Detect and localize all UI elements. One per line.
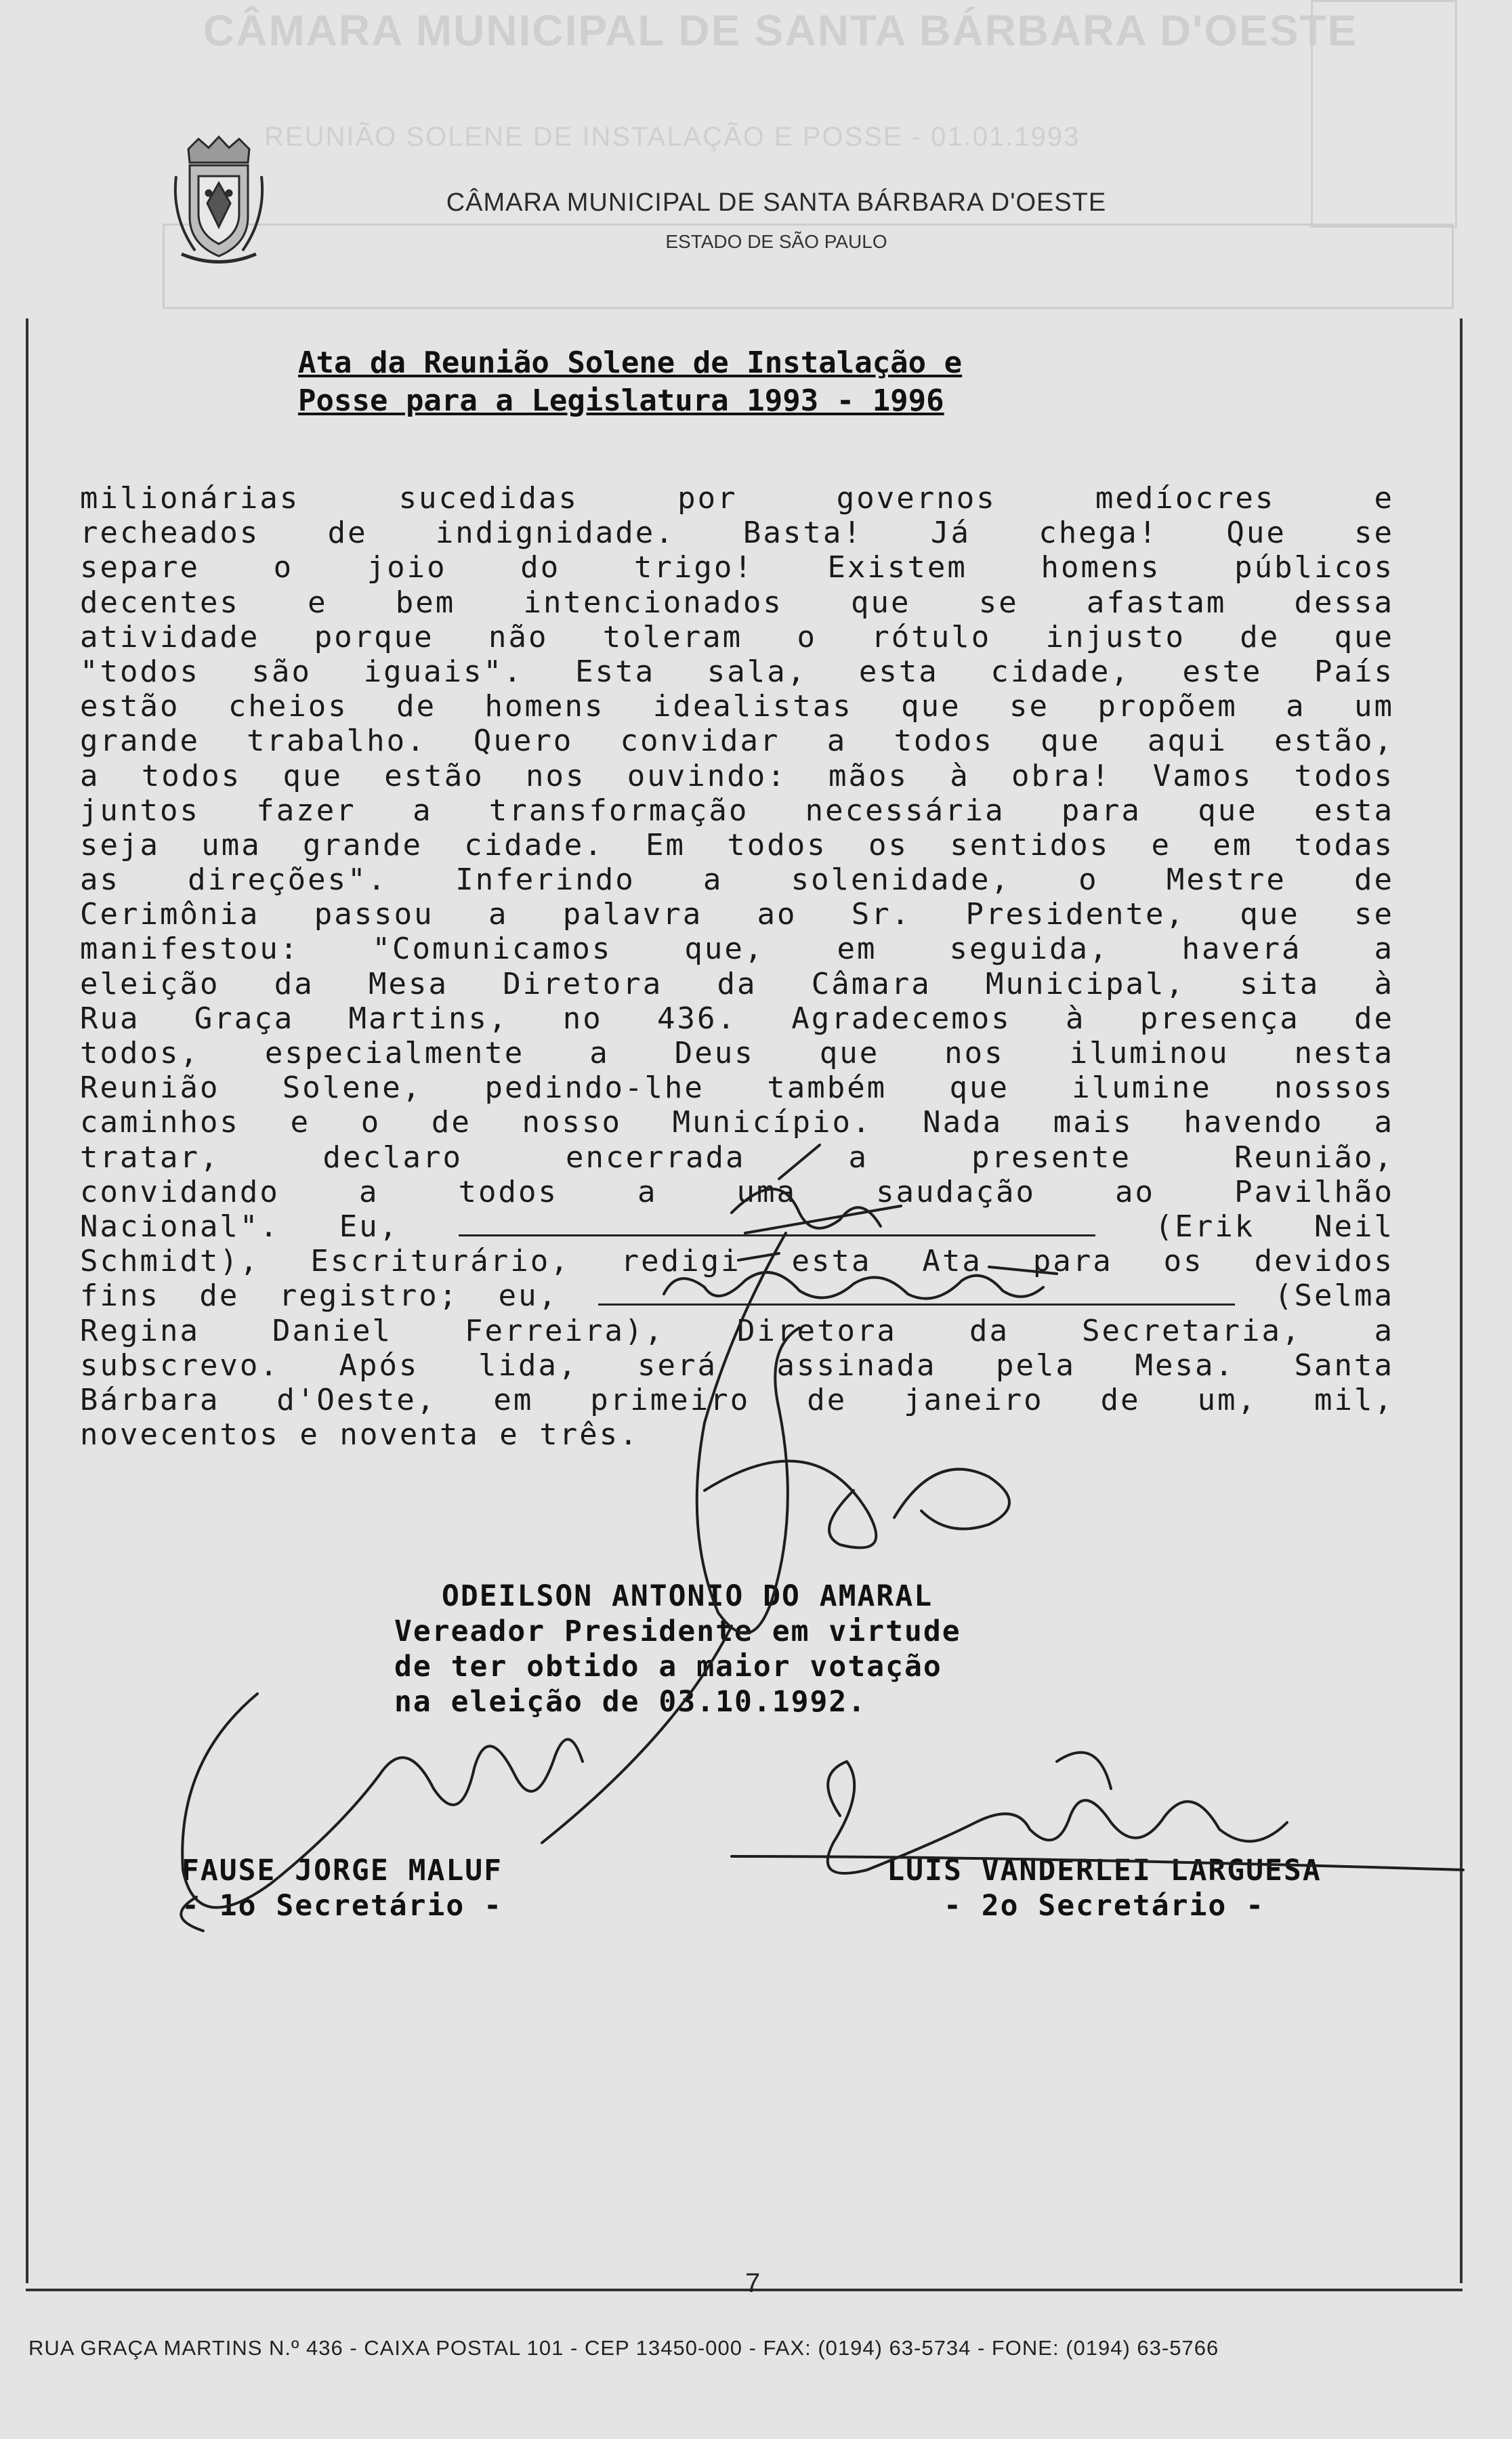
left-border <box>26 318 28 2283</box>
body-line: "todos são iguais". Esta sala, esta cidade, este País <box>80 654 1394 689</box>
body-line: decentes e bem intencionados que se afastam dessa <box>80 585 1394 620</box>
body-line: atividade porque não toleram o rótulo injusto de que <box>80 619 1394 654</box>
second-secretary-role: - 2o Secretário - <box>943 1889 1265 1923</box>
president-signature-block <box>394 1579 961 1719</box>
first-secretary-role: - 1o Secretário - <box>181 1889 503 1923</box>
body-line: Regina Daniel Ferreira), Diretora da Secretaria, a <box>80 1313 1394 1348</box>
body-line: Cerimônia passou a palavra ao Sr. Presidente, que se <box>80 897 1394 932</box>
body-line: juntos fazer a transformação necessária para que esta <box>80 793 1394 828</box>
president-name: ODEILSON ANTONIO DO AMARAL <box>442 1579 933 1613</box>
body-line: milionárias sucedidas por governos medíocres e <box>80 481 1394 516</box>
page-number: 7 <box>745 2268 761 2298</box>
second-secretary-block <box>813 1853 1395 1923</box>
state-name: ESTADO DE SÃO PAULO <box>665 231 887 252</box>
body-line: Schmidt), Escriturário, redigi esta Ata para os devidos <box>80 1244 1394 1279</box>
body-line: as direções". Inferindo a solenidade, o Mestre de <box>80 862 1394 898</box>
president-title-line: na eleição de 03.10.1992. <box>394 1685 867 1719</box>
body-fragment: fins de registro; eu, <box>80 1278 559 1314</box>
body-line: convidando a todos a uma saudação ao Pavilhão <box>80 1174 1394 1209</box>
body-line-with-blank <box>80 1278 1394 1313</box>
bleed-through-subheader: REUNIÃO SOLENE DE INSTALAÇÃO E POSSE - 01.01.1993 <box>264 122 1080 152</box>
footer-address: RUA GRAÇA MARTINS N.º 436 - CAIXA POSTAL 101 - CEP 13450-000 - FAX: (0194) 63-5734 - FONE: (0194) 63-5766 <box>28 2336 1219 2360</box>
signature-blank <box>598 1283 1235 1306</box>
body-line: Reunião Solene, pedindo-lhe também que ilumine nossos <box>80 1070 1394 1106</box>
body-line: novecentos e noventa e três. <box>80 1417 639 1453</box>
body-line: manifestou: "Comunicamos que, em seguida, haverá a <box>80 932 1394 967</box>
president-title-line: de ter obtido a maior votação <box>394 1650 942 1684</box>
right-border <box>1460 318 1463 2283</box>
bleed-through-header: CÂMARA MUNICIPAL DE SANTA BÁRBARA D'OESTE <box>203 6 1358 55</box>
body-line: separe o joio do trigo! Existem homens públicos <box>80 550 1394 585</box>
body-line: grande trabalho. Quero convidar a todos que aqui estão, <box>80 724 1394 759</box>
title-line: Posse para a Legislatura 1993 - 1996 <box>298 383 944 418</box>
president-title-line: Vereador Presidente em virtude <box>394 1614 961 1648</box>
body-line: Bárbara d'Oeste, em primeiro de janeiro de um, mil, <box>80 1382 1394 1417</box>
second-secretary-name: LUIS VANDERLEI LARGUESA <box>887 1854 1322 1888</box>
body-line: caminhos e o de nosso Município. Nada mais havendo a <box>80 1105 1394 1140</box>
body-line: recheados de indignidade. Basta! Já chega! Que se <box>80 516 1394 551</box>
body-line: todos, especialmente a Deus que nos iluminou nesta <box>80 1036 1394 1070</box>
body-fragment: (Erik Neil <box>1154 1209 1394 1244</box>
body-line: estão cheios de homens idealistas que se propõem a um <box>80 689 1394 724</box>
body-line: Rua Graça Martins, no 436. Agradecemos à presença de <box>80 1001 1394 1036</box>
body-line: seja uma grande cidade. Em todos os sentidos e em todas <box>80 827 1394 862</box>
title-line: Ata da Reunião Solene de Instalação e <box>298 346 963 380</box>
signature-blank <box>459 1214 1095 1236</box>
body-line: a todos que estão nos ouvindo: mãos à obra! Vamos todos <box>80 758 1394 793</box>
body-fragment: Nacional". Eu, <box>80 1209 400 1244</box>
body-line: tratar, declaro encerrada a presente Reunião, <box>80 1140 1394 1175</box>
first-secretary-name: FAUSE JORGE MALUF <box>181 1854 503 1888</box>
body-line-with-blank <box>80 1209 1394 1244</box>
letterhead <box>0 188 1512 253</box>
document-title <box>298 344 1219 420</box>
organization-name: CÂMARA MUNICIPAL DE SANTA BÁRBARA D'OESTE <box>446 188 1107 217</box>
first-secretary-block <box>125 1853 559 1923</box>
body-line: subscrevo. Após lida, será assinada pela Mesa. Santa <box>80 1348 1394 1383</box>
minutes-body <box>80 481 1394 1452</box>
body-line: eleição da Mesa Diretora da Câmara Municipal, sita à <box>80 966 1394 1001</box>
body-fragment: (Selma <box>1274 1278 1395 1314</box>
bottom-border <box>26 2289 1463 2291</box>
